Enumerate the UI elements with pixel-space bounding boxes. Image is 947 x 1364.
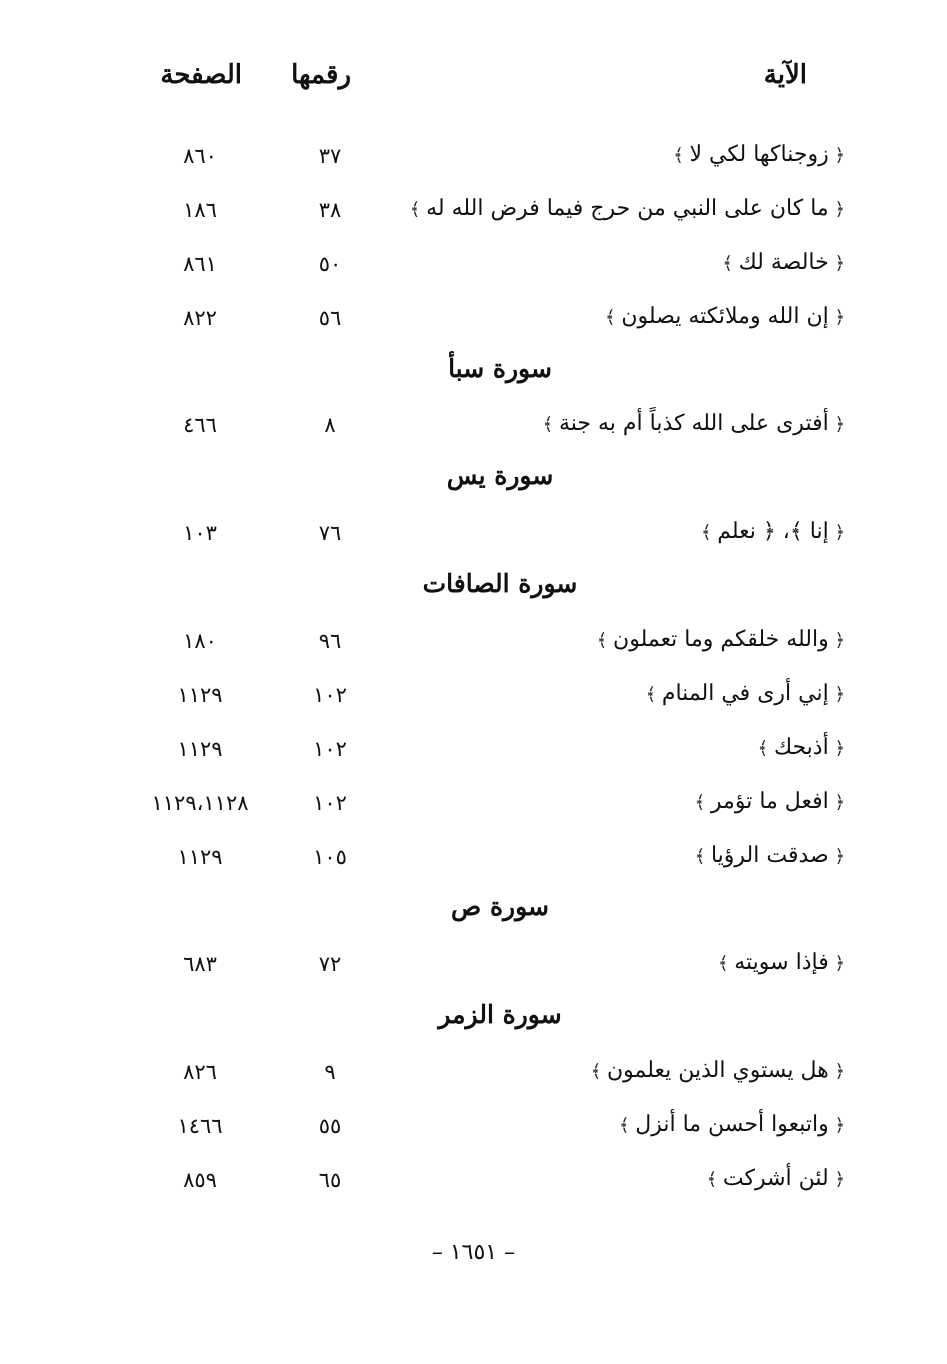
verse-text (673, 142, 845, 167)
surah-heading-row (0, 996, 947, 1050)
ornate-bracket-open-icon: ﴿ (828, 683, 845, 705)
verse-words: إنا ﴾، ﴿ نعلم (717, 519, 829, 545)
verse-text (646, 681, 845, 706)
page-reference: ١٠٣ (183, 521, 217, 546)
page-reference: ١١٢٩ (177, 844, 223, 869)
verse-number: ٥٦ (318, 305, 342, 330)
page-reference: ١٨٦ (183, 197, 217, 222)
ornate-bracket-close-icon: ﴾ (700, 522, 718, 544)
page-reference: ٨٦١ (183, 251, 217, 276)
ornate-bracket-open-icon: ﴿ (828, 1061, 845, 1083)
verse-text (591, 1058, 845, 1083)
verse-words: إني أرى في المنام (661, 680, 829, 706)
ornate-bracket-open-icon: ﴿ (828, 1168, 845, 1190)
verse-words: فإذا سويته (734, 950, 829, 976)
verse-number: ١٠٥ (313, 844, 347, 869)
ornate-bracket-close-icon: ﴾ (717, 953, 735, 975)
verse-words: والله خلقكم وما تعملون (613, 627, 829, 653)
surah-heading-row (0, 565, 947, 619)
page-reference: ٨٢٦ (183, 1060, 217, 1085)
surah-heading-row (0, 350, 947, 404)
page-reference: ١١٢٩،١١٢٨ (151, 790, 249, 815)
table-row (0, 511, 947, 565)
ornate-bracket-close-icon: ﴾ (706, 1168, 723, 1190)
table-row (0, 134, 947, 188)
header-verse-number: رقمها (291, 60, 351, 90)
verse-text (701, 519, 845, 544)
verse-number: ٩ (324, 1060, 336, 1085)
ornate-bracket-close-icon: ﴾ (645, 683, 662, 705)
verse-text (597, 627, 845, 652)
verse-words: إن الله وملائكته يصلون (621, 303, 829, 329)
verse-text (619, 1112, 845, 1137)
table-row (0, 781, 947, 835)
table-row (0, 1158, 947, 1212)
ornate-bracket-close-icon: ﴾ (605, 306, 622, 328)
ornate-bracket-close-icon: ﴾ (409, 198, 427, 220)
verse-text (707, 1166, 845, 1191)
verse-text (758, 735, 845, 760)
verse-text (695, 843, 845, 868)
surah-title: سورة الصافات (422, 569, 578, 599)
verse-number: ٥٠ (318, 251, 342, 276)
verse-text (543, 411, 845, 436)
page-reference: ١١٢٩ (177, 736, 223, 761)
table-row (0, 1050, 947, 1104)
verse-words: لئن أشركت (722, 1165, 829, 1191)
surah-title: سورة الزمر (438, 1000, 562, 1030)
page-reference: ١١٢٩ (177, 682, 223, 707)
surah-title: سورة سبأ (448, 353, 552, 383)
ornate-bracket-close-icon: ﴾ (673, 145, 690, 166)
verse-number: ٣٨ (318, 197, 342, 222)
verse-index-table (0, 134, 947, 1212)
verse-text (605, 304, 845, 329)
ornate-bracket-open-icon: ﴿ (828, 252, 845, 274)
verse-words: أفترى على الله كذباً أم به جنة (558, 411, 829, 437)
verse-words: زوجناكها لكي لا (689, 142, 829, 167)
ornate-bracket-open-icon: ﴿ (828, 737, 845, 759)
ornate-bracket-open-icon: ﴿ (828, 1115, 845, 1137)
table-row (0, 619, 947, 673)
ornate-bracket-close-icon: ﴾ (596, 630, 614, 652)
verse-number: ٥٥ (318, 1114, 342, 1139)
table-row (0, 188, 947, 242)
verse-words: صدقت الرؤيا (710, 842, 829, 868)
table-row (0, 403, 947, 457)
page-reference: ١٤٦٦ (177, 1114, 223, 1139)
page-reference: ٨٢٢ (183, 305, 217, 330)
table-row (0, 942, 947, 996)
verse-words: أذبحك (773, 734, 829, 760)
verse-text (695, 789, 845, 814)
header-verse: الآية (763, 60, 807, 90)
ornate-bracket-open-icon: ﴿ (828, 791, 845, 813)
table-row (0, 727, 947, 781)
verse-number: ٧٦ (318, 521, 342, 546)
verse-words: هل يستوي الذين يعلمون (607, 1058, 829, 1084)
verse-words: خالصة لك (738, 249, 829, 275)
ornate-bracket-close-icon: ﴾ (542, 414, 559, 436)
ornate-bracket-open-icon: ﴿ (828, 198, 845, 220)
ornate-bracket-open-icon: ﴿ (828, 845, 845, 867)
ornate-bracket-close-icon: ﴾ (757, 737, 774, 759)
verse-number: ٧٢ (318, 952, 342, 977)
verse-number: ٩٦ (318, 629, 342, 654)
ornate-bracket-close-icon: ﴾ (694, 845, 711, 867)
surah-heading-row (0, 888, 947, 942)
verse-words: واتبعوا أحسن ما أنزل (635, 1112, 829, 1138)
table-row (0, 296, 947, 350)
table-row (0, 1104, 947, 1158)
header-page: الصفحة (160, 60, 242, 90)
ornate-bracket-close-icon: ﴾ (694, 791, 711, 813)
ornate-bracket-open-icon: ﴿ (828, 953, 845, 975)
verse-text (718, 950, 845, 975)
surah-title: سورة ص (451, 892, 549, 922)
verse-text (722, 250, 845, 275)
verse-words: افعل ما تؤمر (710, 788, 829, 814)
verse-text (410, 196, 845, 221)
verse-number: ١٠٢ (313, 736, 347, 761)
ornate-bracket-open-icon: ﴿ (828, 414, 845, 436)
ornate-bracket-close-icon: ﴾ (590, 1061, 607, 1083)
verse-number: ٣٧ (318, 144, 342, 168)
page-reference: ٤٦٦ (183, 413, 217, 438)
page-reference: ١٨٠ (183, 629, 217, 654)
ornate-bracket-open-icon: ﴿ (828, 306, 845, 328)
verse-number: ١٠٢ (313, 682, 347, 707)
verse-number: ١٠٢ (313, 790, 347, 815)
table-row (0, 835, 947, 889)
ornate-bracket-open-icon: ﴿ (828, 630, 845, 652)
ornate-bracket-close-icon: ﴾ (618, 1115, 636, 1137)
surah-title: سورة يس (446, 461, 554, 491)
table-header (0, 60, 947, 110)
verse-number: ٨ (324, 413, 336, 438)
page-reference: ٨٦٠ (183, 144, 217, 168)
surah-heading-row (0, 457, 947, 511)
page-reference: ٨٥٩ (183, 1167, 217, 1192)
ornate-bracket-close-icon: ﴾ (722, 252, 739, 274)
table-row (0, 673, 947, 727)
verse-number: ٦٥ (318, 1167, 342, 1192)
page-reference: ٦٨٣ (183, 952, 217, 977)
table-row (0, 242, 947, 296)
ornate-bracket-open-icon: ﴿ (828, 522, 845, 544)
ornate-bracket-open-icon: ﴿ (828, 145, 845, 166)
page-number: – ١٦٥١ – (431, 1240, 516, 1265)
verse-words: ما كان على النبي من حرج فيما فرض الله له (426, 195, 829, 221)
